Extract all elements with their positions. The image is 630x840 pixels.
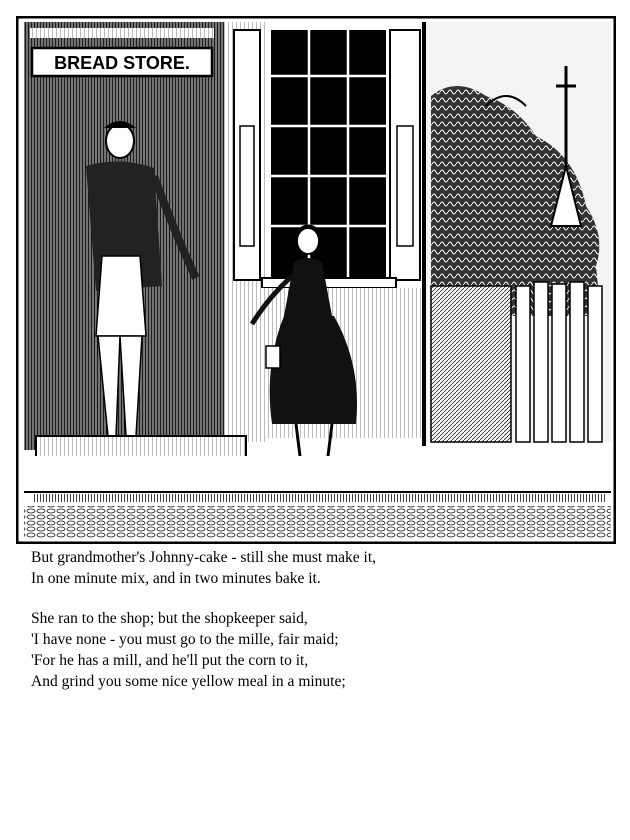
engraving-illustration: [16, 16, 616, 544]
verse-line: She ran to the shop; but the shopkeeper said,: [31, 610, 308, 627]
gate: [431, 286, 511, 442]
verse-line: And grind you some nice yellow meal in a minute;: [31, 673, 346, 690]
shop-window: [271, 30, 386, 280]
stanza: [31, 547, 611, 589]
verse-line: But grandmother's Johnny-cake - still she must make it,: [31, 549, 377, 566]
verse-line: In one minute mix, and in two minutes bake it.: [31, 570, 321, 587]
verse-line: 'I have none - you must go to the mille, fair maid;: [31, 631, 339, 648]
store-sign-text: BREAD STORE.: [54, 53, 190, 73]
picket-fence: [516, 282, 602, 442]
stanza: [31, 608, 611, 692]
cobblestone-street: [24, 506, 611, 538]
verse-text: [31, 547, 611, 704]
basket: [266, 346, 280, 368]
bread-store-engraving: [16, 16, 616, 544]
verse-line: 'For he has a mill, and he'll put the corn to it,: [31, 652, 309, 669]
